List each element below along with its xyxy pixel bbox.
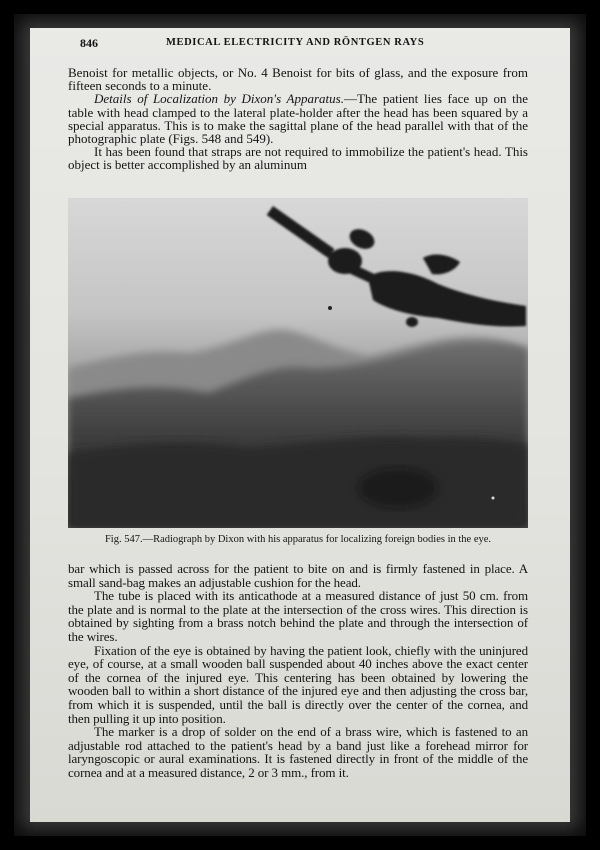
top-text-block (68, 66, 528, 172)
radiograph-figure (68, 198, 528, 528)
paragraph-body: —The patient lies face up on the table with head clamped to the lateral plate-holder after the head has been squared by a special apparatus. This is to make the sagittal plane of the head parallel with that of the photographic plate (Figs. 548 and 549). (68, 91, 528, 147)
figure-caption (68, 534, 528, 545)
paragraph: The marker is a drop of solder on the end of a brass wire, which is fastened to an adjustable rod attached to the patient's head by a band just like a forehead mirror for laryngoscopic or aural examinations. It is fastened directly in front of the middle of the cornea and at a measured distance, 2 or 3 mm., from it. (68, 724, 528, 780)
paragraph (68, 92, 528, 145)
radiograph-image (68, 198, 528, 528)
paragraph: Benoist for metallic objects, or No. 4 Benoist for bits of glass, and the exposure from fifteen seconds to a minute. (68, 65, 528, 94)
running-title: MEDICAL ELECTRICITY AND RÖNTGEN RAYS (166, 37, 425, 48)
paragraph: Fixation of the eye is obtained by having the patient look, chiefly with the uninjured eye, of course, at a small wooden ball suspended about 40 inches above the exact center of the cornea of the injured eye. This centering has been obtained by lowering the wooden ball to within a short distance of the injured eye and then adjusting the cross bar, from which it is suspended, until the ball is directly over the center of the cornea, and then pulling it up into position. (68, 642, 528, 726)
caption-label: Fig. 547. (104, 534, 143, 545)
section-heading: Details of Localization by Dixon's Apparatus. (94, 91, 344, 107)
paragraph: The tube is placed with its anticathode at a measured distance of just 50 cm. from the plate and is normal to the plate at the intersection of the cross wires. This direction is obtained by sighting from a brass notch behind the plate and through the intersection of the wires. (68, 588, 528, 644)
bottom-text-block (68, 562, 528, 780)
page-header (80, 36, 530, 52)
paragraph: bar which is passed across for the patient to bite on and is firmly fastened in place. A small sand-bag makes an adjustable cushion for the head. (68, 561, 528, 590)
caption-text: —Radiograph by Dixon with his apparatus for localizing foreign bodies in the eye. (142, 534, 492, 545)
book-page (30, 28, 570, 822)
page-number: 846 (80, 36, 98, 50)
paragraph: It has been found that straps are not required to immobilize the patient's head. This object is better accomplished by an aluminum (68, 144, 528, 173)
